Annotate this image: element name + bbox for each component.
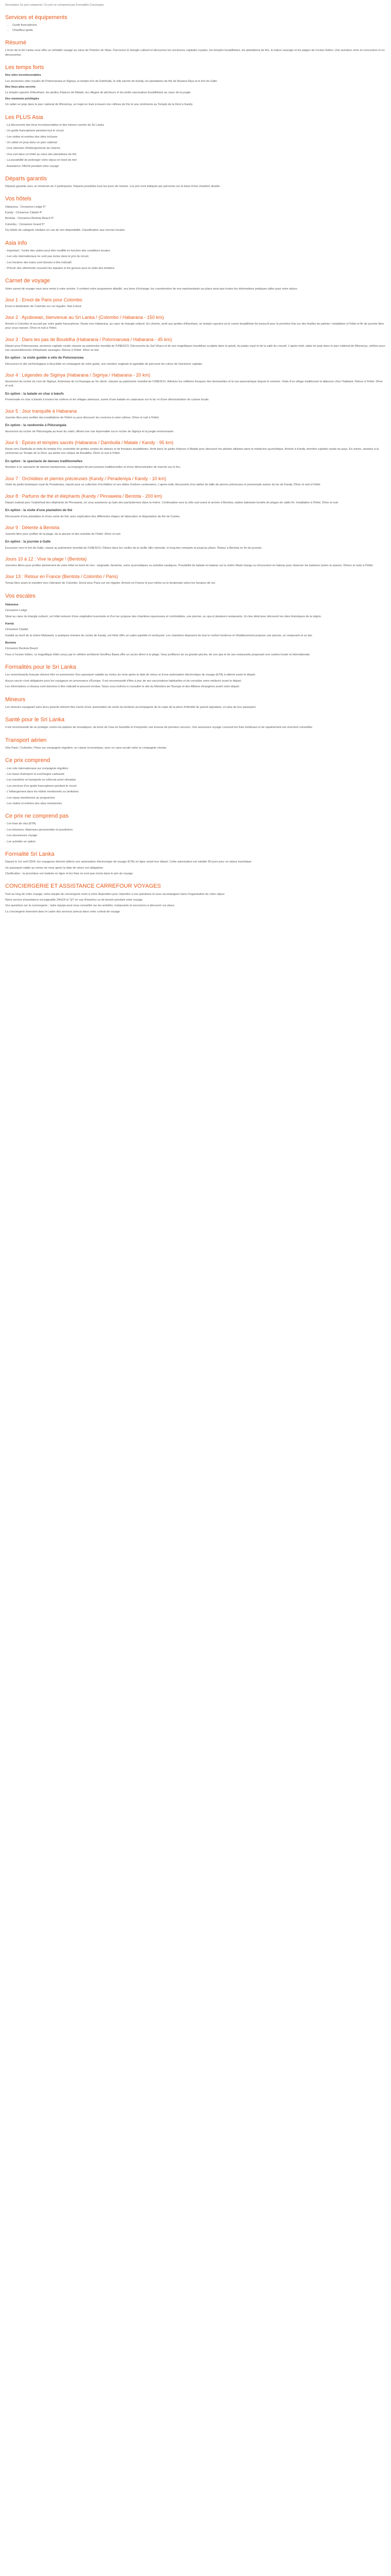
day-option-title: En option : la randonnée à Pidurangala (5, 423, 67, 428)
day-option-text: Promenade en char à bœufs à travers les rizières et les villages alentours, suivie d'une balade en catamaran sur le lac et d'une démonstration de cuisine locale. (5, 398, 209, 402)
day-title: Jour 9 : Détente à Bentota (5, 525, 60, 530)
services-title: Services et équipements (5, 14, 68, 21)
temps-forts-paragraph: Un safari en jeep dans le parc national de Minneriya, un trajet en train à travers les collines de thé et une cérémonie au Temple de la Dent à Kandy. (5, 103, 193, 107)
day-title: Jour 7 : Orchidées et pierres précieuses (Kandy / Peradeniya / Kandy - 10 km) (5, 476, 167, 481)
hotels-list (5, 205, 386, 233)
prix-comprend-item: - Les visites et entrées des sites mentionnés (5, 802, 62, 805)
day-description: Arrivée à Colombo et accueil par votre guide francophone. Route vers Habarana, au cœur du triangle culturel. En chemin, arrêt aux grottes d'Aluvihare, un temple rupestre où le canon bouddhiste fut transcrit pour la première fois sur des feuilles de palmier. Installation à l'hôtel et fin de journée libre pour vous reposer. Dîner et nuit à l'hôtel. (5, 322, 384, 330)
temps-forts-subtitle: Des sites incontournables (5, 74, 41, 77)
departs-title: Départs garantis (5, 175, 47, 182)
formalites-paragraph: Les informations ci-dessus sont données à titre indicatif et peuvent évoluer. Nous vous invitons à consulter le site du Ministère de l'Europe et des Affaires étrangères avant votre départ. (5, 685, 240, 689)
escale-hotel: Cinnamon Citadel (5, 628, 28, 632)
prix-comprend-item: - Les services d'un guide francophone pendant le circuit (5, 784, 77, 788)
day-description: Envol à destination de Colombo sur vol régulier. Nuit à bord. (5, 304, 82, 308)
escale-hotel: Cinnamon Bentota Beach (5, 647, 38, 651)
day-description: Route vers Dambulla et visite du temple d'or, ensemble de grottes ornées de statues et de fresques bouddhistes. Arrêt dans un jardin d'épices à Matale pour découvrir les plantes utilisées dans la médecine ayurvédique. Arrivée à Kandy, dernière capitale royale du pays. En soirée, assistez à la cérémonie au Temple de la Dent, qui abrite une relique de Bouddha. Dîner et nuit à l'hôtel. (5, 447, 379, 455)
day-description: Départ pour Polonnaruwa, ancienne capitale royale classée au patrimoine mondial de l'UNESCO. Découverte du Gal Vihara et de ses magnifiques bouddhas sculptés dans le granit, du palais royal et de la salle du conseil. L'après-midi, safari en jeep dans le parc national de Minneriya, célèbre pour ses rassemblements d'éléphants sauvages. Retour à l'hôtel. Dîner et nuit. (5, 344, 385, 352)
prix-comprend-title: Ce prix comprend (5, 757, 50, 764)
day-option-title: En option : la balade en char à bœufs (5, 392, 64, 396)
formalites-title: Formalités pour le Sri Lanka (5, 664, 76, 671)
resume-title: Résumé (5, 40, 26, 46)
day-title: Jour 5 : Jour tranquille à Habarana (5, 408, 77, 414)
hotels-title: Vos hôtels (5, 196, 31, 202)
tab-links[interactable]: Description Ce prix comprend / Ce prix ne comprend pas Formalités Concierges (5, 4, 104, 7)
formalite-sri-paragraph: Depuis le 1er avril 2024, les voyageurs doivent obtenir une autorisation électronique de voyage (ETA) en ligne avant leur départ. Cette autorisation est valable 30 jours pour un séjour touristique. (5, 860, 252, 864)
escale-hotel: Cinnamon Lodge (5, 609, 27, 613)
temps-forts-paragraph: Les anciennes cités royales de Polonnaruwa et Sigiriya, le temple d'or de Dambulla, la ville sacrée de Kandy, les plantations de thé de Nuwara Eliya et le fort de Galle. (5, 79, 218, 83)
temps-forts-subtitle: Des moments privilégiés (5, 97, 39, 100)
day-description: Départ matinal pour l'orphelinat des éléphants de Pinnawela, où vous assisterez au bain des pachydermes dans la rivière. Continuation vers la côte sud-ouest et arrivée à Bentota, station balnéaire bordée de plages de sable fin. Installation à l'hôtel. Dîner et nuit. (5, 501, 339, 504)
plus-asia-item: - La possibilité de prolonger votre séjour en bord de mer (5, 159, 77, 162)
plus-asia-title: Les PLUS Asia (5, 114, 43, 121)
day-title: Jour 4 : Légendes de Sigiriya (Habarana / Sigiriya / Habarana - 20 km) (5, 372, 151, 378)
temps-forts-title: Les temps forts (5, 64, 44, 71)
prix-comprend-item: - Les repas mentionnés au programme (5, 796, 55, 800)
itinerary (5, 297, 386, 586)
prix-ne-comprend-item: - Les assurances voyage (5, 834, 38, 838)
day-description: Journées libres pour profiter pleinement de votre hôtel en bord de mer : baignade, farniente, soins ayurvédiques ou activités nautiques. Possibilité de balade en bateau sur la rivière Madu Ganga ou d'excursion en bateau pour observer les baleines (selon la saison). Dîners et nuits à l'hôtel. (5, 564, 373, 567)
concierge-title: CONCIERGERIE ET ASSISTANCE CARREFOUR VOYAGES (5, 883, 161, 890)
services-item: • Chauffeur guide (12, 28, 386, 32)
plus-asia-item: - Un guide francophone pendant tout le circuit (5, 129, 64, 133)
transport-paragraph: Vols Paris / Colombo / Paris sur compagnie régulière, en classe économique, avec ou sans escale selon la compagnie choisie. (5, 746, 167, 750)
day-title: Jour 3 : Dans les pas de Bouddha (Habarana / Polonnaruwa / Habarana - 45 km) (5, 336, 172, 342)
escale-city: Habarana (5, 603, 19, 606)
escales-list (5, 603, 386, 657)
plus-asia-item: - Assistance 24h/24 pendant votre voyage (5, 164, 59, 168)
plus-asia-item: - Un safari en jeep dans un parc national (5, 141, 57, 144)
mineurs-paragraph: Les mineurs voyageant sans leurs parents doivent être munis d'une autorisation de sortie du territoire accompagnée de la copie de la pièce d'identité du parent signataire, en plus de leur passeport. (5, 705, 256, 709)
page (0, 0, 391, 919)
day-option-title: En option : la journée à Galle (5, 540, 51, 544)
concierge-paragraph: Tout au long de votre voyage, notre équipe de conciergerie reste à votre disposition pour répondre à vos questions et vous accompagner dans l'organisation de votre séjour. (5, 892, 225, 896)
day-option-text: Assistez à un spectacle de danses kandyennes, accompagné de percussions traditionnelles et d'une démonstration de marche sur le feu. (5, 466, 181, 469)
day-option-text: Ascension du rocher de Pidurangala au lever du soleil, offrant une vue imprenable sur le rocher de Sigiriya et la jungle environnante. (5, 430, 174, 433)
concierge-paragraph: La conciergerie intervient dans le cadre des services prévus dans votre contrat de voyage. (5, 910, 121, 913)
day-title: Jours 10 à 12 : Vive la plage ! (Bentota) (5, 556, 87, 562)
formalite-sri-title: Formalité Sri Lanka (5, 851, 55, 858)
escale-description: Situé au cœur du triangle culturel, cet hôtel entouré d'une végétation luxuriante et d'un lac propose des chambres spacieuses et confortables, une piscine, un spa et plusieurs restaurants. Un lieu idéal pour découvrir les sites historiques de la région. (5, 615, 322, 618)
services-item: • Guide francophone (12, 23, 386, 27)
plus-asia-item: - Une nuit dans un hôtel au cœur des plantations de thé (5, 152, 77, 156)
temps-forts-subtitle: Des lieux plus secrets (5, 86, 36, 89)
escale-city: Bentota (5, 641, 16, 645)
carnet-title: Carnet de voyage (5, 278, 50, 284)
escale-city: Kandy (5, 622, 14, 625)
asia-info-list (5, 249, 386, 271)
day-option-text: Découverte d'une plantation et d'une usine de thé, avec explication des différentes étapes de fabrication et dégustation de thé de Ceylan. (5, 515, 181, 518)
plus-asia-item: - La découverte des lieux incontournables et des trésors cachés du Sri Lanka (5, 123, 104, 127)
transport-title: Transport aérien (5, 737, 47, 743)
plus-asia-item: - Une sélection d'hébergements de charme (5, 147, 60, 150)
mineurs-title: Mineurs (5, 696, 26, 703)
prix-ne-comprend-item: - Les activités en option (5, 840, 36, 843)
resume-paragraph: L'écrin de la Sri Lanka vous offre un véritable voyage au cœur de l'histoire de l'Asie. Parcourez le triangle culturel et découvrez les anciennes capitales royales, les temples bouddhistes, les plantations de thé, la nature sauvage et les plages de l'océan Indien. Une aventure riche en rencontres et en découvertes. (5, 49, 385, 57)
asia-info-item: - Les vols internationaux ne sont pas inclus dans le prix du circuit. (5, 255, 89, 259)
sante-title: Santé pour le Sri Lanka (5, 717, 64, 723)
day-option-title: En option : le spectacle de danses traditionnelles (5, 459, 83, 463)
day-description: Temps libre avant le transfert vers l'aéroport de Colombo. Envol pour Paris sur vol régulier. Arrivée en France le jour même ou le lendemain selon les horaires de vol. (5, 582, 216, 585)
day-option-text: Excursion vers le fort de Galle, classé au patrimoine mondial de l'UNESCO. Flânez dans les ruelles de la vieille ville coloniale, le long des remparts et jusqu'au phare. Retour à Bentota en fin de journée. (5, 546, 263, 550)
asia-info-item: - Important : l'ordre des visites peut être modifié en fonction des conditions locales. (5, 249, 111, 252)
escale-description: Installé au bord de la rivière Mahaweli, à quelques minutes du centre de Kandy, cet hôtel offre un cadre paisible et verdoyant. Les chambres disposent de tout le confort moderne et l'établissement propose une piscine, un restaurant et un bar. (5, 634, 313, 637)
prix-comprend-list (5, 767, 386, 806)
services-list (5, 23, 386, 32)
prix-ne-comprend-list (5, 822, 386, 844)
temps-forts-paragraph: Le temple rupestre d'Aluvihare, les jardins d'épices de Matale, les villages de pêcheurs et les petits sanctuaires bouddhistes au cœur de la jungle. (5, 91, 191, 95)
concierge-paragraph: Notre service d'assistance est joignable 24h/24 et 7j/7 en cas d'imprévu ou de besoin pendant votre voyage. (5, 898, 143, 902)
day-description: Journée libre pour profiter de la plage, de la piscine et des activités de l'hôtel. Dîner et nuit. (5, 532, 121, 536)
formalites-paragraph: Aucun vaccin n'est obligatoire pour les voyageurs en provenance d'Europe. Il est recommandé d'être à jour de ses vaccinations habituelles et de consulter votre médecin avant le départ. (5, 679, 242, 683)
hotel-line: Habarana : Cinnamon Lodge 5* (5, 205, 46, 209)
hotel-line: Kandy : Cinnamon Citadel 4* (5, 211, 42, 215)
carnet-paragraph: Votre carnet de voyage vous sera remis à votre arrivée. Il contient votre programme détaillé, vos bons d'échange, les coordonnées de nos représentants sur place ainsi que toutes les informations pratiques utiles pour votre séjour. (5, 287, 298, 291)
day-option-title: En option : la visite guidée à vélo de Polonnaruwa (5, 356, 84, 360)
day-title: Jour 2 : Ayubowan, bienvenue au Sri Lanka ! (Colombo / Habarana - 150 km) (5, 315, 164, 320)
day-description: Journée libre pour profiter des installations de l'hôtel ou pour découvrir les environs à votre rythme. Dîner et nuit à l'hôtel. (5, 416, 159, 419)
day-title: Jour 13 : Retour en France (Bentota / Colombo / Paris) (5, 574, 118, 580)
formalite-sri-paragraph: Clarification : la procédure est réalisée en ligne et les frais ne sont pas inclus dans le prix du voyage. (5, 872, 134, 875)
prix-ne-comprend-title: Ce prix ne comprend pas (5, 813, 69, 820)
prix-comprend-item: - L'hébergement dans les hôtels mentionnés ou similaires (5, 790, 79, 794)
concierge-paragraph: Vos questions sur la conciergerie : notre équipe peut vous conseiller sur les activités, restaurants et excursions à découvrir sur place. (5, 904, 175, 908)
day-option-title: En option : la visite d'une plantation de thé (5, 509, 73, 512)
prix-ne-comprend-item: - Les boissons, dépenses personnelles et pourboires (5, 828, 73, 832)
day-option-text: Découvrez le site archéologique à bicyclette en compagnie de votre guide, une manière originale et agréable de parcourir les ruines de l'ancienne capitale. (5, 362, 203, 366)
sante-paragraph: Il est recommandé de se protéger contre les piqûres de moustiques, de boire de l'eau en bouteille et d'emporter une trousse de premiers secours. Une assurance voyage couvrant les frais médicaux et de rapatriement est vivement conseillée. (5, 726, 313, 730)
hotel-line: Bentota : Cinnamon Bentota Beach 5* (5, 217, 54, 221)
day-description: Visite du jardin botanique royal de Peradeniya, réputé pour sa collection d'orchidées et ses allées d'arbres centenaires. L'après-midi, découverte d'un atelier de taille de pierres précieuses et promenade autour du lac de Kandy. Dîner et nuit à l'hôtel. (5, 483, 321, 487)
asia-info-title: Asia info (5, 240, 27, 246)
formalites-paragraph: Les ressortissants français doivent être en possession d'un passeport valable au moins six mois après la date de retour et d'une autorisation électronique de voyage (ETA) à obtenir avant le départ. (5, 673, 256, 677)
day-description: Ascension du rocher du Lion de Sigiriya, forteresse du roi Kassapa au Ve siècle, classée au patrimoine mondial de l'UNESCO. Admirez les célèbres fresques des demoiselles et la vue panoramique depuis le sommet. Visite d'un village traditionnel et déjeuner chez l'habitant. Retour à l'hôtel. Dîner et nuit. (5, 380, 383, 388)
asia-info-item: - Prévoir des vêtements couvrant les épaules et les genoux pour la visite des temples. (5, 266, 115, 270)
plus-asia-item: - Les visites et entrées des sites incluses (5, 135, 58, 139)
prix-comprend-item: - Les transferts et transports en véhicule privé climatisé (5, 778, 76, 782)
prix-comprend-item: - Les taxes d'aéroport et surcharges carburant (5, 772, 64, 776)
day-title: Jour 8 : Parfums de thé et éléphants (Kandy / Pinnawela / Bentota - 200 km) (5, 493, 162, 499)
plus-asia-list (5, 123, 386, 168)
prix-ne-comprend-item: - Les frais de visa (ETA) (5, 822, 36, 826)
escale-description: Face à l'océan Indien, ce magnifique hôtel conçu par le célèbre architecte Geoffrey Bawa offre un accès direct à la plage. Vous profiterez de sa grande piscine, de son spa et de ses restaurants proposant une cuisine locale et internationale. (5, 653, 311, 656)
escales-title: Vos escales (5, 592, 36, 599)
day-title: Jour 1 : Envol de Paris pour Colombo (5, 297, 83, 302)
departs-paragraph: Départs garantis avec un minimum de 2 participants. Départs possibles tous les jours de l'année. Les prix sont indiqués par personne sur la base d'une chambre double. (5, 185, 221, 189)
prix-comprend-item: - Les vols internationaux sur compagnie régulière (5, 767, 69, 770)
formalite-sri-paragraph: Un passeport valide au moins six mois après la date de retour est obligatoire. (5, 866, 104, 870)
asia-info-item: - Les horaires des trains sont donnés à titre indicatif. (5, 261, 72, 264)
day-title: Jour 6 : Épices et temples sacrés (Habarana / Dambulla / Matale / Kandy - 95 km) (5, 440, 174, 446)
hotel-line: Ou hôtels de catégorie similaire en cas de non disponibilité. Classification aux normes locales. (5, 229, 126, 232)
hotel-line: Colombo : Cinnamon Grand 5* (5, 223, 45, 226)
